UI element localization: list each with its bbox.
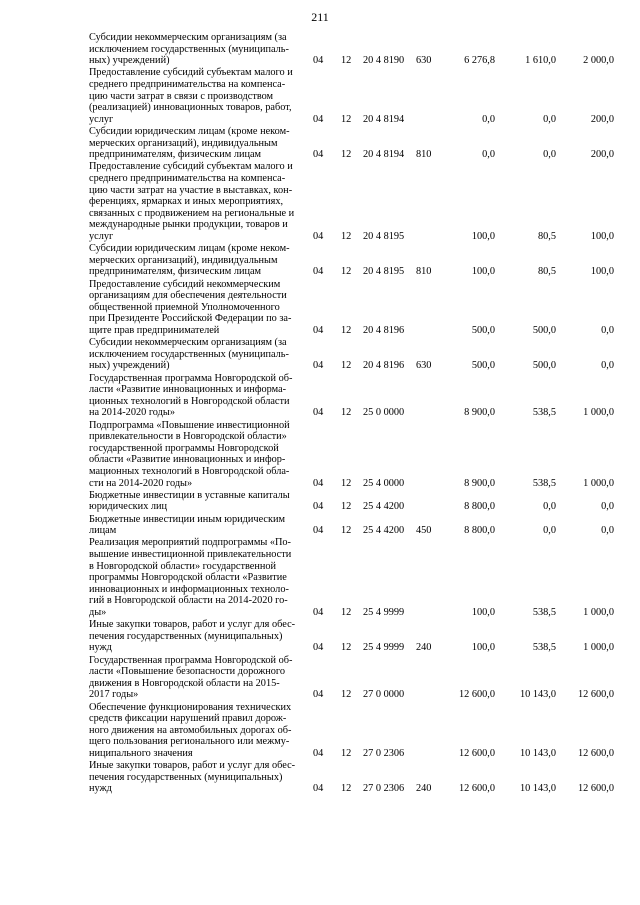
expense-type-code: 240 <box>416 642 432 654</box>
amount-year-2: 10 143,0 <box>519 689 556 701</box>
target-article-code: 20 4 8196 <box>363 360 405 372</box>
amount-year-3: 1 000,0 <box>583 477 614 489</box>
page-number: 211 <box>311 10 329 24</box>
subsection-code: 12 <box>341 149 352 161</box>
target-article-code: 25 0 0000 <box>363 407 405 419</box>
amount-year-2: 0,0 <box>543 149 556 161</box>
table-row <box>0 702 640 760</box>
amount-year-2: 538,5 <box>532 407 556 419</box>
row-description: Предоставление субсидий субъектам малого и среднего предпринимательства на компенса- цию части затрат на участие в выставках, кон- ференциях, ярмарках и иных мероприятиях, связанных с продвижением на региональные и международные рынки продукции, товаров и услуг <box>89 161 295 242</box>
target-article-code: 25 4 4200 <box>363 501 405 513</box>
target-article-code: 27 0 2306 <box>363 747 405 759</box>
table-row <box>0 420 640 490</box>
amount-year-1: 6 276,8 <box>464 55 495 67</box>
amount-year-1: 100,0 <box>471 642 495 654</box>
row-description: Иные закупки товаров, работ и услуг для обес- печения государственных (муниципальных) нужд <box>89 619 296 654</box>
section-code: 04 <box>313 747 324 759</box>
amount-year-2: 0,0 <box>543 525 556 537</box>
expense-type-code: 240 <box>416 783 432 795</box>
section-code: 04 <box>313 149 324 161</box>
amount-year-1: 8 800,0 <box>464 525 495 537</box>
amount-year-2: 80,5 <box>537 230 556 242</box>
section-code: 04 <box>313 407 324 419</box>
amount-year-2: 0,0 <box>543 113 556 125</box>
subsection-code: 12 <box>341 407 352 419</box>
amount-year-1: 0,0 <box>482 149 495 161</box>
target-article-code: 20 4 8195 <box>363 230 405 242</box>
target-article-code: 20 4 8196 <box>363 324 405 336</box>
target-article-code: 27 0 0000 <box>363 689 405 701</box>
row-description: Субсидии некоммерческим организациям (за исключением государственных (муниципаль- ных) учреждений) <box>89 32 289 67</box>
amount-year-2: 80,5 <box>537 266 556 278</box>
subsection-code: 12 <box>341 525 352 537</box>
target-article-code: 20 4 8194 <box>363 113 405 125</box>
section-code: 04 <box>313 324 324 336</box>
amount-year-1: 100,0 <box>471 230 495 242</box>
subsection-code: 12 <box>341 747 352 759</box>
amount-year-1: 12 600,0 <box>458 783 495 795</box>
section-code: 04 <box>313 477 324 489</box>
amount-year-3: 200,0 <box>590 113 614 125</box>
amount-year-3: 12 600,0 <box>577 689 614 701</box>
table-row <box>0 537 640 618</box>
amount-year-2: 10 143,0 <box>519 783 556 795</box>
target-article-code: 20 4 8190 <box>363 55 405 67</box>
row-description: Государственная программа Новгородской об- ласти «Повышение безопасности дорожного движения в Новгородской области на 2015- 2017 годы» <box>89 654 293 701</box>
table-row <box>0 67 640 125</box>
amount-year-1: 0,0 <box>482 113 495 125</box>
section-code: 04 <box>313 113 324 125</box>
row-description: Иные закупки товаров, работ и услуг для обес- печения государственных (муниципальных) нужд <box>89 760 296 795</box>
target-article-code: 25 4 4200 <box>363 525 405 537</box>
amount-year-1: 12 600,0 <box>458 747 495 759</box>
row-description: Предоставление субсидий некоммерческим организациям для обеспечения деятельности общественной приемной Уполномоченного при Президенте Российской Федерации по за- щите прав предпринимателей <box>89 278 292 336</box>
table-row <box>0 760 640 795</box>
amount-year-3: 100,0 <box>590 266 614 278</box>
table-row <box>0 619 640 654</box>
row-description: Государственная программа Новгородской об- ласти «Развитие инновационных и информа- ционных технологий в Новгородской области на 2014-2020 годы» <box>89 372 293 419</box>
subsection-code: 12 <box>341 266 352 278</box>
table-row <box>0 655 640 701</box>
amount-year-1: 100,0 <box>471 606 495 618</box>
subsection-code: 12 <box>341 324 352 336</box>
amount-year-3: 100,0 <box>590 230 614 242</box>
subsection-code: 12 <box>341 230 352 242</box>
amount-year-1: 8 800,0 <box>464 501 495 513</box>
amount-year-2: 0,0 <box>543 501 556 513</box>
subsection-code: 12 <box>341 689 352 701</box>
amount-year-3: 0,0 <box>601 324 614 336</box>
section-code: 04 <box>313 606 324 618</box>
subsection-code: 12 <box>341 113 352 125</box>
expense-type-code: 630 <box>416 360 432 372</box>
expense-type-code: 810 <box>416 149 432 161</box>
amount-year-3: 1 000,0 <box>583 407 614 419</box>
subsection-code: 12 <box>341 501 352 513</box>
table-row <box>0 514 640 537</box>
subsection-code: 12 <box>341 642 352 654</box>
section-code: 04 <box>313 525 324 537</box>
table-row <box>0 161 640 242</box>
amount-year-1: 8 900,0 <box>464 477 495 489</box>
amount-year-3: 200,0 <box>590 149 614 161</box>
target-article-code: 20 4 8194 <box>363 149 405 161</box>
amount-year-2: 538,5 <box>532 477 556 489</box>
amount-year-2: 500,0 <box>532 324 556 336</box>
amount-year-2: 538,5 <box>532 642 556 654</box>
subsection-code: 12 <box>341 55 352 67</box>
target-article-code: 25 4 9999 <box>363 642 405 654</box>
amount-year-1: 8 900,0 <box>464 407 495 419</box>
amount-year-3: 0,0 <box>601 525 614 537</box>
row-description: Субсидии некоммерческим организациям (за исключением государственных (муниципаль- ных) учреждений) <box>89 337 289 372</box>
amount-year-1: 12 600,0 <box>458 689 495 701</box>
table-row <box>0 243 640 278</box>
amount-year-3: 12 600,0 <box>577 747 614 759</box>
row-description: Обеспечение функционирования технических средств фиксации нарушений правил дорож- ного движения на автомобильных дорогах об- щего пользования регионального или межму- ниципального значения <box>89 701 292 759</box>
section-code: 04 <box>313 501 324 513</box>
amount-year-1: 100,0 <box>471 266 495 278</box>
amount-year-2: 10 143,0 <box>519 747 556 759</box>
table-row <box>0 126 640 161</box>
section-code: 04 <box>313 642 324 654</box>
amount-year-3: 0,0 <box>601 501 614 513</box>
amount-year-3: 2 000,0 <box>583 55 614 67</box>
target-article-code: 25 4 0000 <box>363 477 405 489</box>
row-description: Бюджетные инвестиции иным юридическим лицам <box>89 513 286 537</box>
amount-year-3: 0,0 <box>601 360 614 372</box>
table-row <box>0 32 640 67</box>
section-code: 04 <box>313 230 324 242</box>
expense-type-code: 810 <box>416 266 432 278</box>
section-code: 04 <box>313 783 324 795</box>
subsection-code: 12 <box>341 783 352 795</box>
target-article-code: 25 4 9999 <box>363 606 405 618</box>
table-row <box>0 279 640 337</box>
section-code: 04 <box>313 689 324 701</box>
expense-type-code: 630 <box>416 55 432 67</box>
amount-year-3: 1 000,0 <box>583 642 614 654</box>
row-description: Субсидии юридическим лицам (кроме неком- мерческих организаций), индивидуальным предпринимателям, физическим лицам <box>89 243 290 278</box>
expense-type-code: 450 <box>416 525 432 537</box>
target-article-code: 27 0 2306 <box>363 783 405 795</box>
section-code: 04 <box>313 55 324 67</box>
amount-year-2: 500,0 <box>532 360 556 372</box>
subsection-code: 12 <box>341 360 352 372</box>
amount-year-2: 1 610,0 <box>525 55 556 67</box>
section-code: 04 <box>313 360 324 372</box>
subsection-code: 12 <box>341 477 352 489</box>
amount-year-1: 500,0 <box>471 324 495 336</box>
target-article-code: 20 4 8195 <box>363 266 405 278</box>
table-row <box>0 490 640 513</box>
section-code: 04 <box>313 266 324 278</box>
amount-year-3: 1 000,0 <box>583 606 614 618</box>
row-description: Подпрограмма «Повышение инвестиционной привлекательности в Новгородской области» государственной программы Новгородской области «Развитие инновационных и инфор- мационных технологий в Новгородской обла- сти на 2014-2020 годы» <box>89 419 290 489</box>
subsection-code: 12 <box>341 606 352 618</box>
row-description: Предоставление субсидий субъектам малого и среднего предпринимательства на компенса- цию части затрат в связи с производством (реализацией) инновационных товаров, работ, услуг <box>89 67 293 125</box>
table-row <box>0 337 640 372</box>
amount-year-1: 500,0 <box>471 360 495 372</box>
amount-year-3: 12 600,0 <box>577 783 614 795</box>
row-description: Бюджетные инвестиции в уставные капиталы юридических лиц <box>89 489 290 513</box>
amount-year-2: 538,5 <box>532 606 556 618</box>
row-description: Субсидии юридическим лицам (кроме неком- мерческих организаций), индивидуальным предпринимателям, физическим лицам <box>89 126 290 161</box>
row-description: Реализация мероприятий подпрограммы «По- вышение инвестиционной привлекательности в Новгородской области» государственной программы Новгородской области «Развитие инновационных и информационных техноло- гий в Новгородской области на 2014-2020 го- ды» <box>89 537 292 618</box>
table-row <box>0 373 640 419</box>
